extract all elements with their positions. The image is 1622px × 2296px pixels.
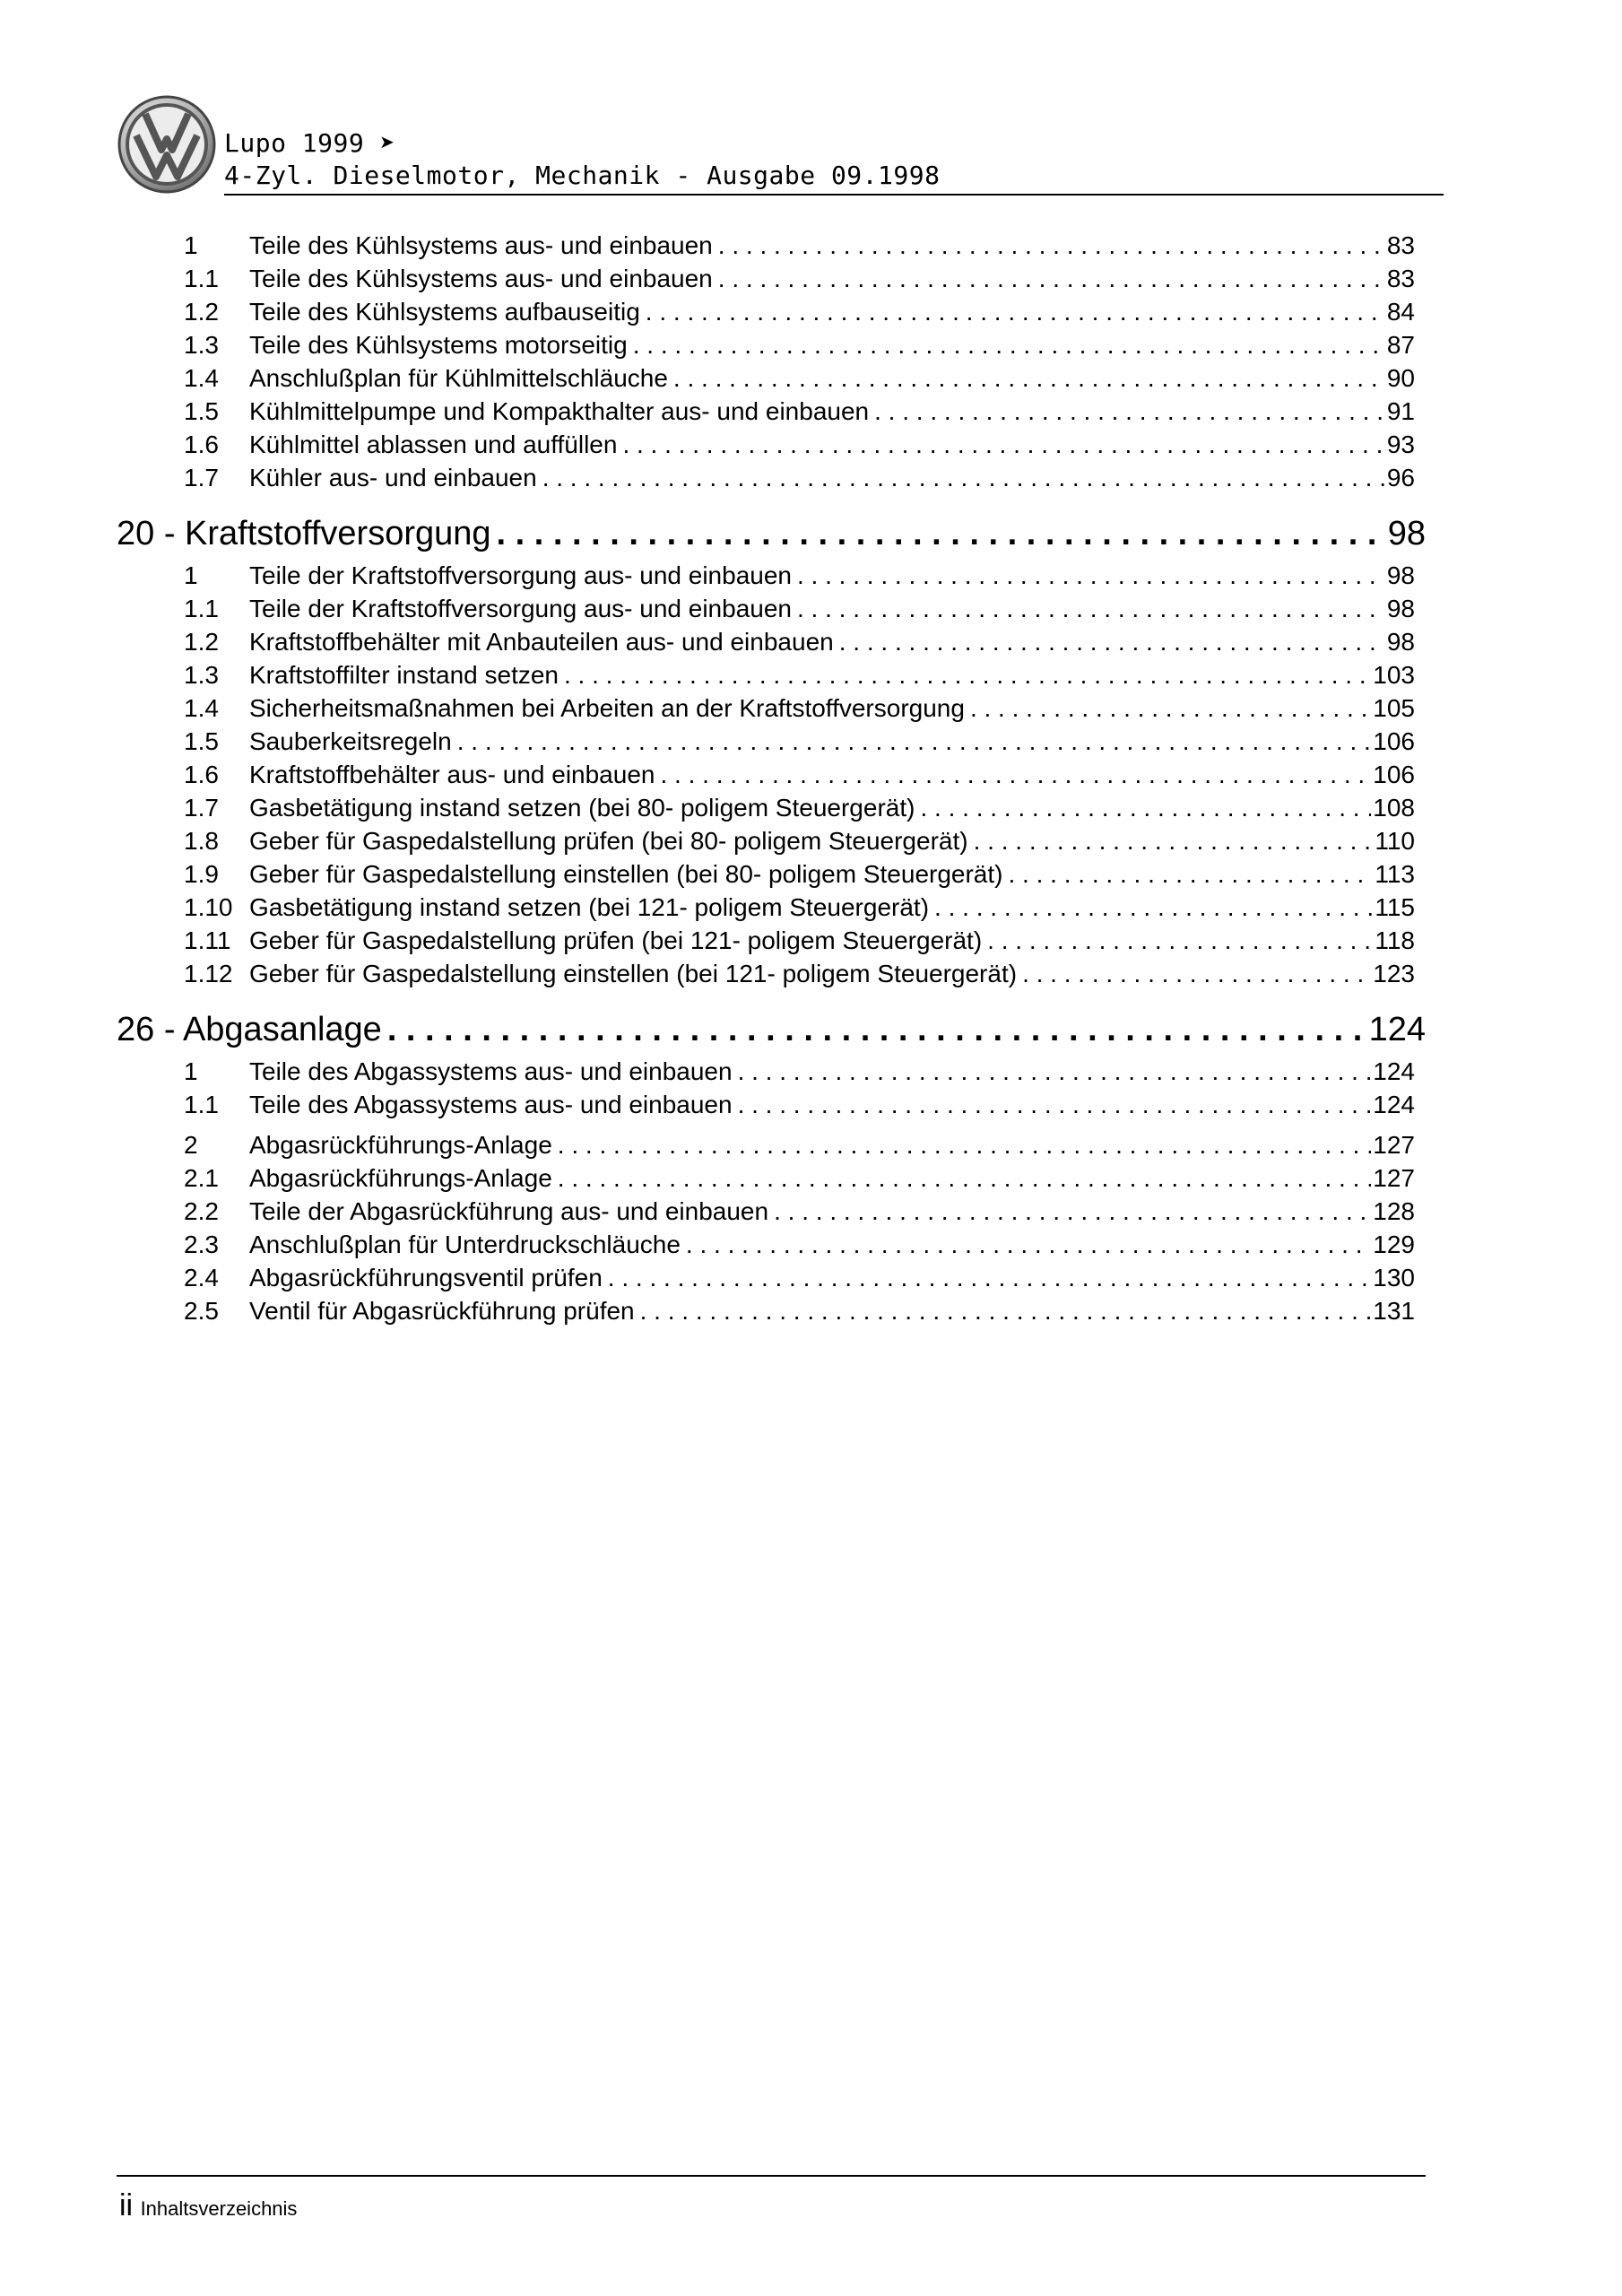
toc-title: Kühler aus- und einbauen (249, 464, 537, 491)
toc-entry[interactable] (117, 1161, 1426, 1195)
toc-leader (970, 691, 1371, 725)
toc-leader (718, 229, 1385, 262)
toc-leader (633, 328, 1385, 361)
toc-title: Sicherheitsmaßnahmen bei Arbeiten an der Kraftstoffversorgung (249, 694, 965, 722)
toc-entry[interactable] (117, 461, 1426, 494)
toc-number: 1.11 (184, 926, 231, 954)
toc-leader (558, 1161, 1372, 1195)
toc-title: Teile der Abgasrückführung aus- und einbauen (249, 1197, 769, 1225)
toc-number: 1.3 (184, 661, 219, 689)
toc-entry[interactable] (117, 428, 1426, 461)
toc-entry[interactable] (117, 691, 1426, 725)
toc-number: 1.2 (184, 298, 219, 326)
toc-title: Ventil für Abgasrückführung prüfen (249, 1297, 635, 1325)
toc-page: 123 (1373, 960, 1415, 987)
toc-page: 84 (1386, 298, 1415, 326)
toc-number: 1 (184, 561, 198, 589)
header-subtitle: 4-Zyl. Dieselmotor, Mechanik - Ausgabe 09.1998 (224, 161, 941, 190)
toc-entry[interactable] (117, 758, 1426, 791)
toc-number: 1.1 (184, 265, 219, 292)
page-footer (119, 2188, 297, 2223)
toc-leader (457, 725, 1372, 758)
toc-title: Geber für Gaspedalstellung prüfen (bei 121- poligem Steuergerät) (249, 926, 983, 954)
toc-page: 127 (1373, 1164, 1415, 1192)
toc-leader (797, 592, 1385, 625)
toc-leader (608, 1261, 1371, 1294)
footer-label: Inhaltsverzeichnis (140, 2197, 298, 2220)
toc-number: 1.8 (184, 827, 219, 855)
toc-number: 1.1 (184, 1091, 219, 1118)
toc-page: 98 (1386, 561, 1415, 589)
toc-title: Teile des Kühlsystems aufbauseitig (249, 298, 640, 326)
toc-leader (622, 428, 1384, 461)
toc-number: 2.4 (184, 1264, 219, 1292)
toc-page: 93 (1386, 430, 1415, 458)
page-header (117, 90, 1444, 199)
toc-entry[interactable] (117, 1228, 1426, 1261)
chapter-page: 98 (1387, 515, 1426, 552)
toc-page: 129 (1373, 1231, 1415, 1258)
toc-page: 127 (1373, 1131, 1415, 1159)
toc-page: 118 (1375, 926, 1415, 954)
toc-entry[interactable] (117, 328, 1426, 361)
toc-title: Teile des Abgassystems aus- und einbauen (249, 1091, 733, 1118)
toc-entry[interactable] (117, 295, 1426, 328)
toc-title: Geber für Gaspedalstellung einstellen (bei 121- poligem Steuergerät) (249, 960, 1018, 987)
toc-leader (738, 1088, 1372, 1121)
table-of-contents (117, 229, 1426, 1327)
toc-number: 1.4 (184, 694, 219, 722)
toc-leader (934, 891, 1373, 924)
toc-number: 1.4 (184, 364, 219, 392)
toc-entry[interactable] (117, 395, 1426, 428)
toc-number: 1.3 (184, 331, 219, 359)
toc-number: 2.2 (184, 1197, 219, 1225)
toc-leader (660, 758, 1371, 791)
toc-title: Geber für Gaspedalstellung prüfen (bei 80- poligem Steuergerät) (249, 827, 968, 855)
toc-page: 128 (1373, 1197, 1415, 1225)
toc-leader (874, 395, 1385, 428)
vw-logo-icon (117, 94, 217, 195)
toc-leader (839, 625, 1385, 658)
toc-leader (673, 361, 1385, 395)
toc-title: Anschlußplan für Unterdruckschläuche (249, 1231, 681, 1258)
toc-title: Teile der Kraftstoffversorgung aus- und einbauen (249, 561, 792, 589)
toc-leader (497, 510, 1388, 557)
toc-number: 1 (184, 231, 198, 259)
toc-leader (1022, 957, 1371, 990)
toc-page: 106 (1373, 761, 1415, 788)
toc-page: 108 (1373, 794, 1415, 822)
toc-chapter-26[interactable] (117, 1006, 1426, 1053)
toc-title: Kraftstoffbehälter mit Anbauteilen aus- und einbauen (249, 628, 834, 656)
toc-leader (987, 924, 1373, 957)
toc-number: 2.1 (184, 1164, 219, 1192)
toc-number: 1.9 (184, 860, 219, 888)
chapter-title: 26 - Abgasanlage (117, 1011, 382, 1048)
toc-number: 1.7 (184, 794, 219, 822)
toc-leader (718, 262, 1385, 295)
toc-page: 98 (1386, 595, 1415, 622)
toc-title: Gasbetätigung instand setzen (bei 121- poligem Steuergerät) (249, 893, 930, 921)
toc-title: Kraftstoffilter instand setzen (249, 661, 559, 689)
page-number: ii (119, 2188, 134, 2222)
toc-entry[interactable] (117, 1055, 1426, 1088)
toc-leader (640, 1294, 1372, 1327)
toc-entry[interactable] (117, 1294, 1426, 1327)
toc-entry[interactable] (117, 857, 1426, 891)
toc-page: 113 (1375, 860, 1415, 888)
toc-number: 1.7 (184, 464, 219, 491)
toc-title: Kühlmittelpumpe und Kompakthalter aus- und einbauen (249, 397, 870, 425)
toc-number: 1.6 (184, 761, 219, 788)
toc-page: 106 (1373, 727, 1415, 755)
toc-page: 110 (1375, 827, 1415, 855)
toc-title: Geber für Gaspedalstellung einstellen (bei 80- poligem Steuergerät) (249, 860, 1003, 888)
toc-number: 1.12 (184, 960, 233, 987)
toc-title: Abgasrückführungs-Anlage (249, 1131, 552, 1159)
toc-page: 83 (1386, 231, 1415, 259)
footer-rule (117, 2175, 1426, 2177)
toc-title: Kraftstoffbehälter aus- und einbauen (249, 761, 655, 788)
toc-leader (1008, 857, 1373, 891)
toc-title: Teile der Kraftstoffversorgung aus- und einbauen (249, 595, 792, 622)
toc-page: 83 (1386, 265, 1415, 292)
toc-leader (774, 1195, 1371, 1228)
toc-leader (738, 1055, 1372, 1088)
toc-number: 1.5 (184, 727, 219, 755)
toc-title: Teile des Kühlsystems aus- und einbauen (249, 231, 713, 259)
toc-page: 124 (1373, 1091, 1415, 1118)
toc-entry[interactable] (117, 1261, 1426, 1294)
toc-leader (797, 559, 1385, 592)
toc-entry[interactable] (117, 361, 1426, 395)
toc-entry[interactable] (117, 658, 1426, 691)
toc-title: Teile des Abgassystems aus- und einbauen (249, 1057, 733, 1085)
toc-title: Teile des Kühlsystems motorseitig (249, 331, 628, 359)
toc-page: 91 (1386, 397, 1415, 425)
toc-leader (920, 791, 1371, 824)
toc-title: Sauberkeitsregeln (249, 727, 452, 755)
toc-chapter-20[interactable] (117, 510, 1426, 557)
toc-entry[interactable] (117, 824, 1426, 857)
toc-entry[interactable] (117, 592, 1426, 625)
toc-leader (387, 1006, 1369, 1053)
toc-title: Abgasrückführungsventil prüfen (249, 1264, 603, 1292)
toc-number: 2.3 (184, 1231, 219, 1258)
toc-entry[interactable] (117, 791, 1426, 824)
toc-entry[interactable] (117, 559, 1426, 592)
toc-entry[interactable] (117, 1128, 1426, 1161)
toc-entry[interactable] (117, 891, 1426, 924)
toc-leader (564, 658, 1371, 691)
toc-entry[interactable] (117, 1088, 1426, 1121)
toc-leader (646, 295, 1385, 328)
toc-leader (686, 1228, 1371, 1261)
toc-title: Abgasrückführungs-Anlage (249, 1164, 552, 1192)
chapter-title: 20 - Kraftstoffversorgung (117, 515, 491, 552)
toc-entry[interactable] (117, 625, 1426, 658)
toc-number: 1.5 (184, 397, 219, 425)
toc-number: 1.2 (184, 628, 219, 656)
toc-page: 103 (1373, 661, 1415, 689)
toc-page: 115 (1375, 893, 1415, 921)
toc-leader (542, 461, 1385, 494)
toc-entry[interactable] (117, 262, 1426, 295)
toc-title: Kühlmittel ablassen und auffüllen (249, 430, 618, 458)
toc-page: 87 (1386, 331, 1415, 359)
toc-entry[interactable] (117, 924, 1426, 957)
toc-title: Teile des Kühlsystems aus- und einbauen (249, 265, 713, 292)
toc-title: Anschlußplan für Kühlmittelschläuche (249, 364, 668, 392)
toc-leader (974, 824, 1374, 857)
chapter-page: 124 (1368, 1011, 1426, 1048)
toc-entry[interactable] (117, 1195, 1426, 1228)
header-text (224, 127, 940, 192)
toc-number: 1 (184, 1057, 198, 1085)
toc-page: 124 (1373, 1057, 1415, 1085)
toc-entry[interactable] (117, 957, 1426, 990)
toc-number: 1.1 (184, 595, 219, 622)
toc-page: 96 (1386, 464, 1415, 491)
toc-number: 1.10 (184, 893, 233, 921)
toc-page: 130 (1373, 1264, 1415, 1292)
toc-entry[interactable] (117, 725, 1426, 758)
header-rule (224, 194, 1444, 196)
header-model: Lupo 1999 ➤ (224, 128, 395, 158)
toc-number: 1.6 (184, 430, 219, 458)
toc-number: 2.5 (184, 1297, 219, 1325)
toc-leader (558, 1128, 1372, 1161)
toc-number: 2 (184, 1131, 198, 1159)
toc-entry[interactable] (117, 229, 1426, 262)
toc-title: Gasbetätigung instand setzen (bei 80- poligem Steuergerät) (249, 794, 915, 822)
toc-page: 90 (1386, 364, 1415, 392)
toc-page: 105 (1373, 694, 1415, 722)
toc-page: 131 (1373, 1297, 1415, 1325)
toc-page: 98 (1386, 628, 1415, 656)
